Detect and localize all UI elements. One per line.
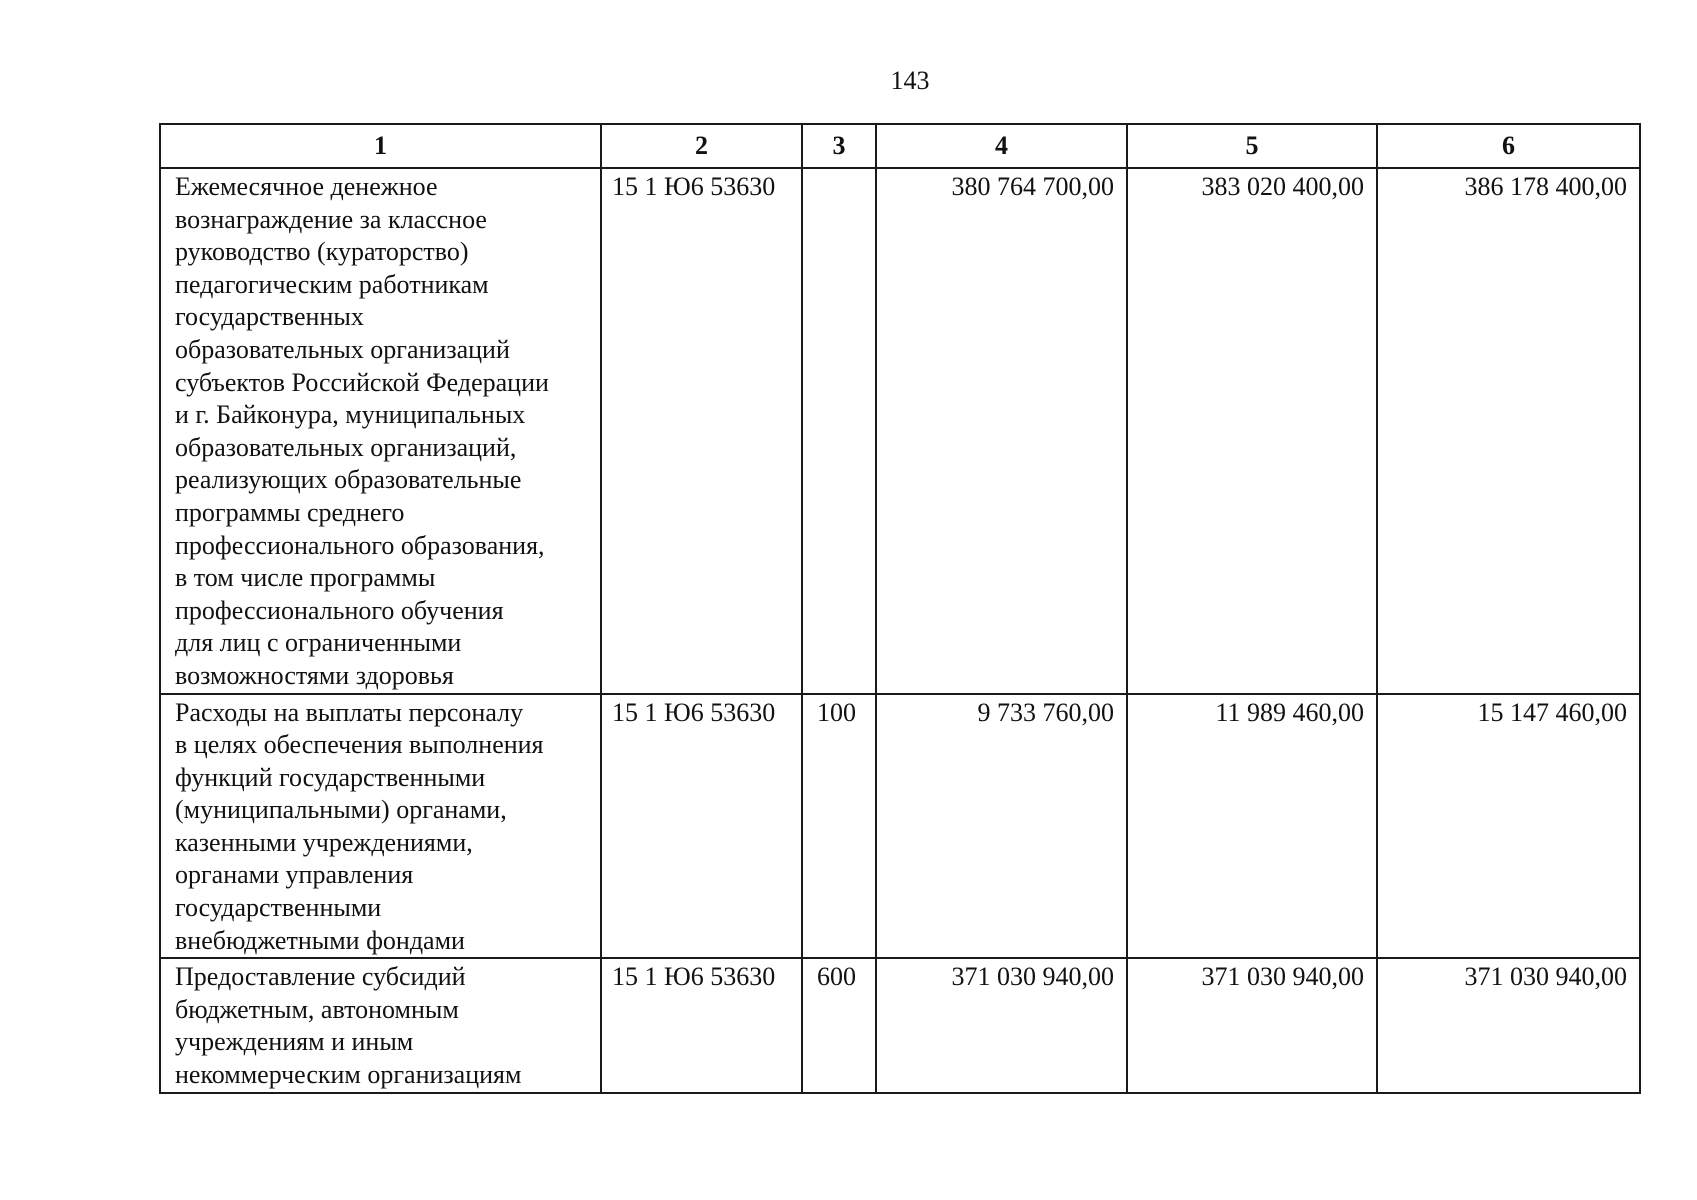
column-header-3: 3 — [802, 124, 876, 168]
description-line: и г. Байконура, муниципальных — [175, 400, 526, 430]
row-amount-col5: 371 030 940,00 — [1127, 958, 1377, 1092]
description-line: педагогическим работникам — [175, 269, 489, 299]
row-amount-col4: 380 764 700,00 — [876, 168, 1127, 694]
description-line: функций государственными — [175, 762, 486, 792]
column-header-5: 5 — [1127, 124, 1377, 168]
table-row — [160, 958, 1640, 1092]
row-amount-col6: 15 147 460,00 — [1377, 694, 1640, 959]
row-description — [160, 168, 601, 694]
row-amount-col5: 11 989 460,00 — [1127, 694, 1377, 959]
row-code: 15 1 Ю6 53630 — [601, 694, 802, 959]
description-line: профессионального образования, — [175, 530, 545, 560]
description-line: казенными учреждениями, — [175, 827, 473, 857]
description-line: образовательных организаций — [175, 334, 510, 364]
description-line: государственными — [175, 893, 382, 923]
row-code: 15 1 Ю6 53630 — [601, 958, 802, 1092]
description-line: реализующих образовательные — [175, 465, 522, 495]
description-line: Ежемесячное денежное — [175, 172, 438, 201]
column-header-6: 6 — [1377, 124, 1640, 168]
table-row — [160, 694, 1640, 959]
description-line: Расходы на выплаты персоналу — [175, 697, 524, 727]
description-line: вознаграждение за классное — [175, 204, 487, 234]
table-row — [160, 168, 1640, 694]
description-line: органами управления — [175, 860, 414, 890]
description-line: для лиц с ограниченными — [175, 628, 462, 658]
row-description — [160, 958, 601, 1092]
table-header-row — [160, 124, 1640, 168]
description-line: в том числе программы — [175, 563, 436, 593]
description-line: Предоставление субсидий — [175, 962, 466, 992]
row-amount-col4: 371 030 940,00 — [876, 958, 1127, 1092]
description-line: государственных — [175, 302, 364, 332]
page-number: 143 — [890, 66, 930, 95]
description-line: (муниципальными) органами, — [175, 795, 507, 825]
description-line: в целях обеспечения выполнения — [175, 730, 544, 760]
row-expense-type: 100 — [802, 694, 876, 959]
description-line: возможностями здоровья — [175, 660, 454, 690]
column-header-2: 2 — [601, 124, 802, 168]
description-line: бюджетным, автономным — [175, 994, 459, 1024]
description-line: некоммерческим организациям — [175, 1060, 522, 1090]
description-line: учреждениям и иным — [175, 1027, 414, 1057]
row-amount-col6: 386 178 400,00 — [1377, 168, 1640, 694]
row-code: 15 1 Ю6 53630 — [601, 168, 802, 694]
description-line: программы среднего — [175, 497, 405, 527]
row-expense-type — [802, 168, 876, 694]
column-header-4: 4 — [876, 124, 1127, 168]
row-amount-col6: 371 030 940,00 — [1377, 958, 1640, 1092]
row-expense-type: 600 — [802, 958, 876, 1092]
row-amount-col4: 9 733 760,00 — [876, 694, 1127, 959]
budget-table — [159, 123, 1641, 1094]
description-line: профессионального обучения — [175, 595, 504, 625]
description-line: субъектов Российской Федерации — [175, 367, 549, 397]
row-description — [160, 694, 601, 959]
description-line: руководство (кураторство) — [175, 237, 469, 267]
description-line: внебюджетными фондами — [175, 925, 465, 955]
description-line: образовательных организаций, — [175, 432, 517, 462]
column-header-1: 1 — [160, 124, 601, 168]
row-amount-col5: 383 020 400,00 — [1127, 168, 1377, 694]
